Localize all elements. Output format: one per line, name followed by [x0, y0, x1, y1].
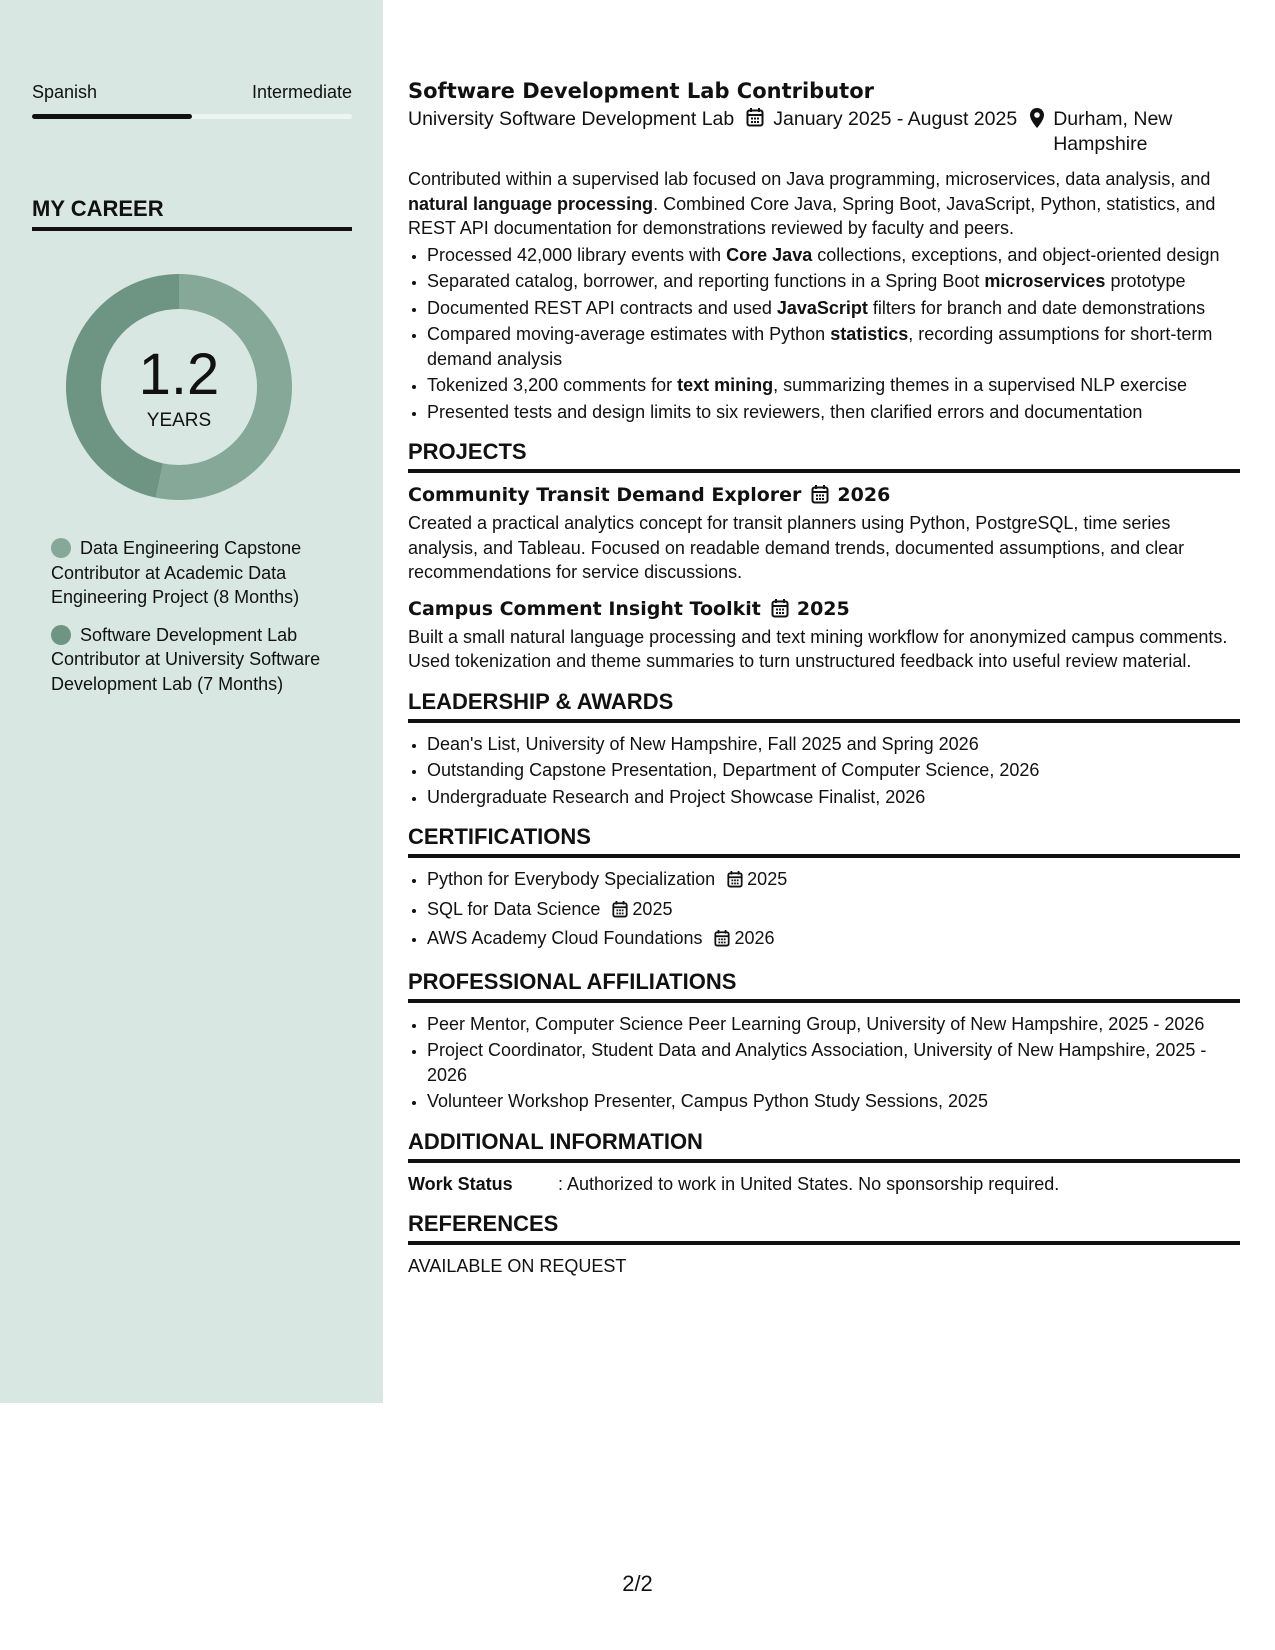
career-total-value: 1.2	[138, 342, 220, 407]
text-run: Presented tests and design limits to six reviewers, then clarified errors and documentation	[427, 401, 1143, 422]
job-summary	[408, 167, 1240, 241]
job-location: Durham, New Hampshire	[1053, 108, 1173, 155]
language-name: Spanish	[32, 82, 98, 102]
project-year: 2025	[796, 597, 850, 620]
job-bullet	[427, 269, 1240, 294]
text-run: Compared moving-average estimates with Python	[427, 324, 831, 344]
certification-year: 2025	[632, 898, 673, 919]
text-run: Tokenized 3,200 comments for	[427, 375, 678, 395]
certifications-heading: CERTIFICATIONS	[408, 823, 1240, 858]
certification-year: 2025	[747, 869, 788, 889]
bold-keyword: Core Java	[726, 244, 813, 265]
job-bullet	[427, 296, 1240, 321]
list-item: • Project Coordinator, Student Data and Analytics Association, University of New Hampshire, 2025 - 2026	[427, 1038, 1240, 1087]
language-proficiency-fill	[32, 114, 192, 119]
bold-keyword: natural language processing	[408, 193, 654, 214]
job-dates: January 2025 - August 2025	[773, 108, 1018, 130]
project-name: Campus Comment Insight Toolkit	[408, 597, 761, 620]
career-list	[51, 536, 321, 709]
calendar-icon	[612, 900, 628, 925]
job-meta	[408, 107, 1240, 157]
job-company: University Software Development Lab	[408, 108, 735, 130]
job-bullets	[408, 243, 1240, 425]
list-item: • Volunteer Workshop Presenter, Campus Python Study Sessions, 2025	[427, 1089, 1240, 1114]
text-run: filters for branch and date demonstrations	[867, 297, 1206, 318]
projects-heading: PROJECTS	[408, 438, 1240, 473]
main-content	[408, 76, 1240, 1279]
text-run: , recording assumptions for short-term demand analysis	[427, 324, 1213, 369]
references-heading: REFERENCES	[408, 1210, 1240, 1245]
text-run: Documented REST API contracts and used	[427, 297, 777, 318]
project-description: Built a small natural language processing and text mining workflow for anonymized campus comments. Used tokenization and theme summaries to turn unstructured feedback into useful review material.	[408, 626, 1228, 671]
text-run: Separated catalog, borrower, and reporting functions in a Spring Boot	[427, 271, 985, 291]
bold-keyword: microservices	[984, 271, 1106, 291]
additional-info-heading: ADDITIONAL INFORMATION	[408, 1128, 1240, 1163]
certification-name: Python for Everybody Specialization	[427, 869, 716, 889]
language-proficiency-bar	[32, 114, 352, 119]
list-item: • Dean's List, University of New Hampshire, Fall 2025 and Spring 2026	[427, 732, 1240, 757]
work-status-label: Work Status	[408, 1173, 513, 1194]
bold-keyword: JavaScript	[776, 297, 868, 318]
career-legend-dot	[51, 538, 71, 558]
project-description: Created a practical analytics concept for transit planners using Python, PostgreSQL, time series analysis, and Tableau. Focused on readable demand trends, documented assumptions, and clear recommendations for service discussions.	[408, 513, 1185, 582]
project-title	[408, 596, 1240, 625]
text-run: . Combined Core Java, Spring Boot, JavaScript, Python, statistics, and REST API documentation for demonstrations reviewed by faculty and peers.	[408, 193, 1216, 238]
certification-item	[427, 867, 1240, 895]
project-entry	[408, 596, 1240, 674]
career-donut	[66, 274, 292, 500]
job-title: Software Development Lab Contributor	[408, 79, 874, 103]
text-run: Processed 42,000 library events with	[427, 244, 727, 265]
certifications-list	[408, 867, 1240, 954]
certification-name: SQL for Data Science	[427, 898, 601, 919]
language-level: Intermediate	[251, 82, 352, 102]
career-item-text: Data Engineering Capstone Contributor at Academic Data Engineering Project (8 Months)	[51, 538, 302, 607]
bold-keyword: statistics	[830, 324, 909, 344]
career-heading: MY CAREER	[32, 196, 352, 231]
text-run: collections, exceptions, and object-oriented design	[812, 244, 1220, 265]
project-name: Community Transit Demand Explorer	[408, 484, 802, 506]
list-item: • Undergraduate Research and Project Showcase Finalist, 2026	[427, 785, 1240, 810]
work-status-value: : Authorized to work in United States. No sponsorship required.	[558, 1173, 1060, 1194]
list-item: • Outstanding Capstone Presentation, Department of Computer Science, 2026	[427, 758, 1240, 783]
project-entry	[408, 482, 1240, 585]
project-title	[408, 482, 1240, 511]
experience-entry	[408, 76, 1240, 424]
page-number: 2/2	[622, 1571, 653, 1596]
job-bullet	[427, 400, 1240, 425]
certification-item	[427, 897, 1240, 925]
calendar-icon	[714, 929, 730, 954]
text-run: , summarizing themes in a supervised NLP exercise	[773, 375, 1187, 395]
leadership-list	[408, 732, 1240, 810]
job-bullet	[427, 243, 1240, 268]
sidebar	[0, 0, 383, 1403]
leadership-heading: LEADERSHIP & AWARDS	[408, 688, 1240, 723]
references-text: AVAILABLE ON REQUEST	[408, 1256, 627, 1276]
bold-keyword: text mining	[677, 375, 774, 395]
affiliations-list	[408, 1012, 1240, 1114]
language-row	[32, 82, 352, 103]
calendar-icon	[811, 484, 829, 511]
location-pin-icon	[1029, 107, 1045, 136]
career-item-text: Software Development Lab Contributor at University Software Development Lab (7 Months)	[51, 624, 321, 694]
calendar-icon	[771, 598, 789, 625]
list-item: • Peer Mentor, Computer Science Peer Learning Group, University of New Hampshire, 2025 - 2026	[427, 1012, 1240, 1037]
affiliations-heading: PROFESSIONAL AFFILIATIONS	[408, 968, 1240, 1003]
certification-item	[427, 926, 1240, 954]
calendar-icon	[746, 107, 764, 134]
certification-year: 2026	[734, 928, 775, 948]
job-bullet	[427, 322, 1240, 371]
calendar-icon	[727, 870, 743, 895]
career-total-unit: YEARS	[146, 410, 212, 431]
work-status-row	[408, 1172, 1240, 1197]
career-item	[51, 623, 321, 697]
text-run: Contributed within a supervised lab focused on Java programming, microservices, data analysis, and	[408, 169, 1211, 189]
text-run: prototype	[1105, 271, 1186, 291]
career-item	[51, 536, 321, 610]
job-bullet	[427, 373, 1240, 398]
career-legend-dot	[51, 625, 71, 645]
certification-name: AWS Academy Cloud Foundations	[427, 928, 703, 948]
project-year: 2026	[837, 484, 891, 506]
